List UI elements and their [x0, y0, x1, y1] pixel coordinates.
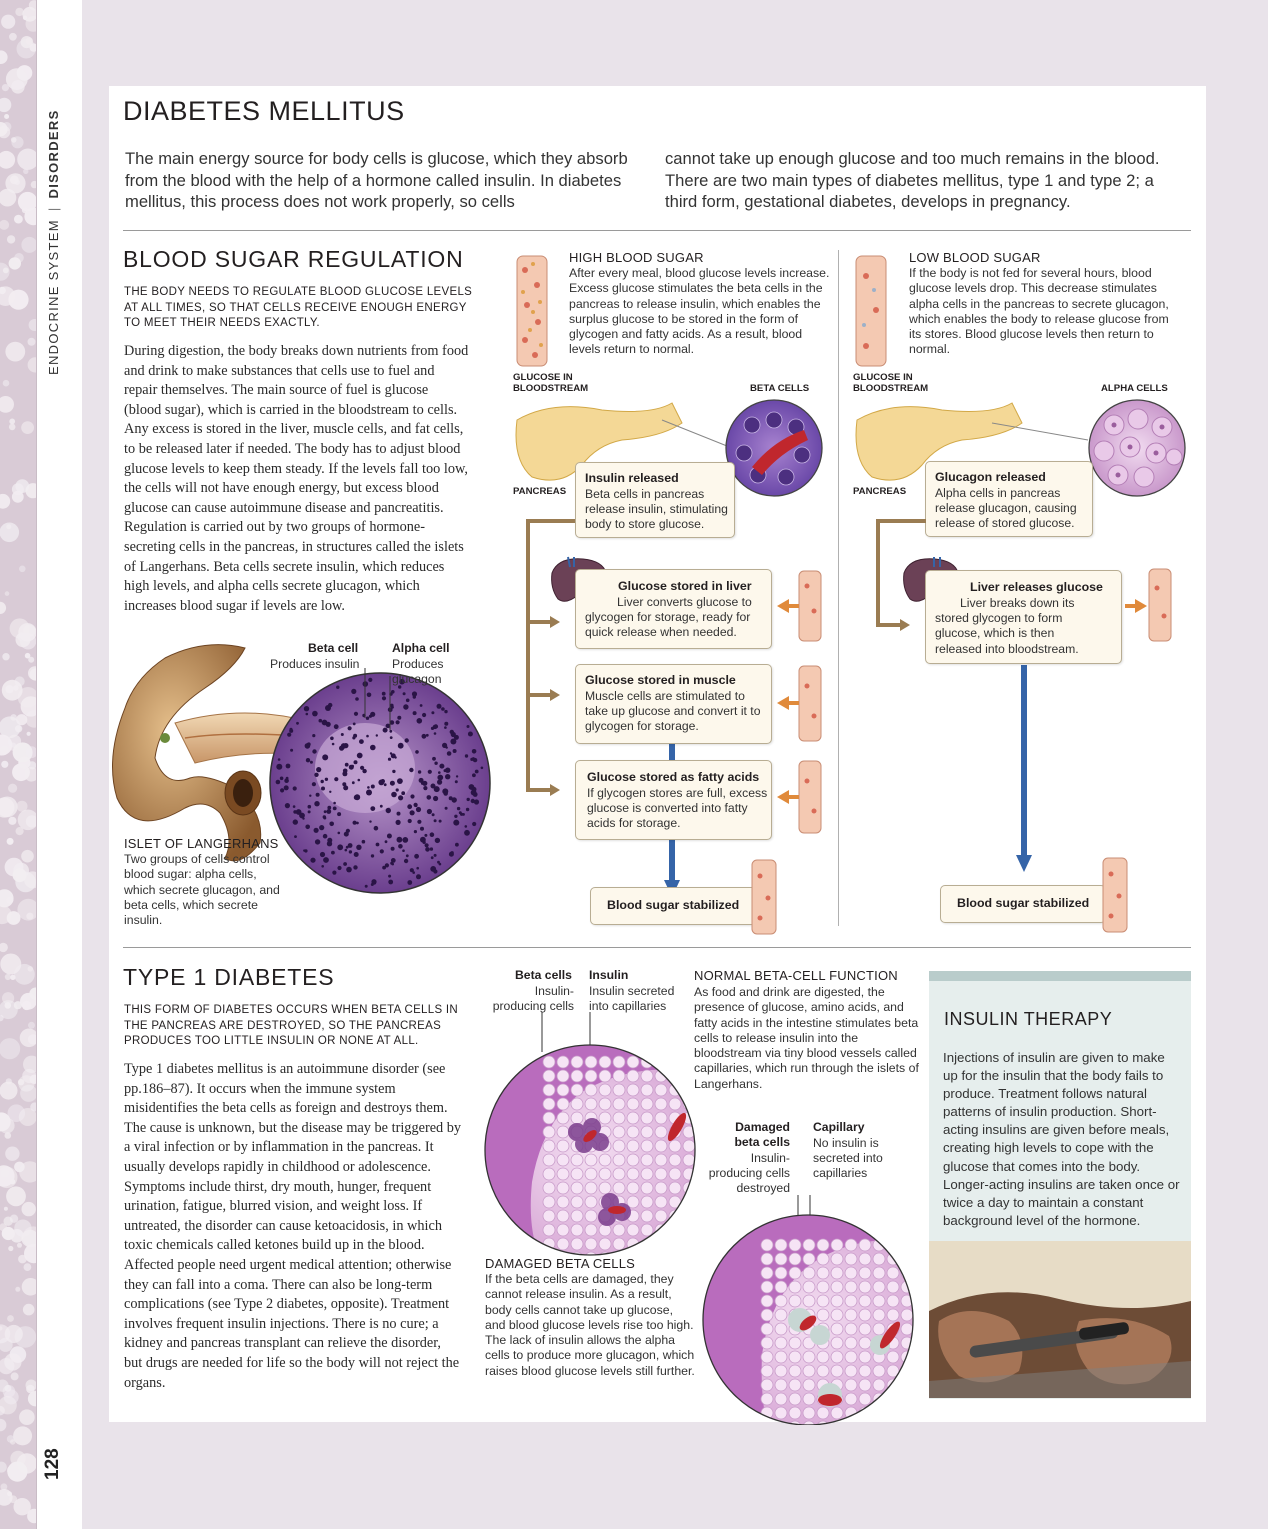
beta-cells-desc-t1: Insulin-producing cells — [492, 984, 574, 1013]
subsection-name: DISORDERS — [46, 109, 61, 199]
glucose-liver-title: Glucose stored in liver — [618, 579, 752, 593]
damaged-beta-desc: Insulin-producing cells destroyed — [708, 1151, 790, 1195]
glucose-muscle-body: Muscle cells are stimulated to take up glucose and convert it to glycogen for storage. — [585, 689, 761, 734]
section-name: ENDOCRINE SYSTEM — [46, 219, 61, 375]
type1-lead: THIS FORM OF DIABETES OCCURS WHEN BETA CELLS IN THE PANCREAS ARE DESTROYED, SO THE PANCREAS PRODUCES TOO LITTLE INSULIN OR NONE AT ALL. — [124, 1004, 459, 1047]
damaged-beta-label: Damaged beta cells — [734, 1120, 790, 1149]
capillary-label: Capillary — [813, 1120, 865, 1134]
stabilized-vessel-high — [748, 858, 780, 938]
insulin-label-t1: Insulin — [589, 968, 629, 982]
high-pancreas-label: PANCREAS — [513, 486, 567, 497]
damaged-cells-title: DAMAGED BETA CELLS — [485, 1256, 636, 1271]
normal-function-desc: As food and drink are digested, the presence of glucose, amino acids, and fatty acids in the intestine stimulates beta cells to release insulin into the bloodstream via tiny blood vessels called capillaries, which run through the islets of Langerhans. — [694, 985, 919, 1091]
divider — [123, 230, 1191, 231]
glucose-liver-body: Liver converts glucose to glycogen for storage, ready for quick release when needed. — [585, 595, 752, 640]
intro-column-2: cannot take up enough glucose and too much remains in the blood. There are two main types of diabetes mellitus, type 1 and type 2; a third form, gestational diabetes, develops in pregnancy. — [665, 149, 1160, 211]
beta-cells-label: BETA CELLS — [750, 383, 810, 394]
glucose-liver-box — [575, 569, 772, 649]
bubble-pattern — [0, 0, 36, 1529]
regulation-body: During digestion, the body breaks down nutrients from food and drink to make substances that cells use to fuel and repair themselves. The main source of fuel is glucose (blood sugar), which is carried in the bloodstream to cells. Any excess is stored in the liver, muscle cells, and fat cells, to be released later if needed. The body has to adjust blood glucose levels to keep them steady. If the levels fall too low, the cells will not have enough energy, but excess blood glucose can cause autoimmune disease and pancreatitis. Regulation is carried out by two groups of hormone-secreting cells in the pancreas, in structures called the islets of Langerhans. Beta cells secrete insulin, which reduces high levels, and alpha cells secrete glucagon, which increases blood sugar if levels are low. — [124, 343, 469, 614]
glucagon-released-title: Glucagon released — [935, 470, 1046, 484]
high-stabilized-box — [590, 887, 757, 925]
alpha-cell-label: Alpha cell — [392, 641, 450, 655]
normal-function-title: NORMAL BETA-CELL FUNCTION — [694, 968, 898, 983]
low-title: LOW BLOOD SUGAR — [909, 250, 1041, 265]
liver-releases-title: Liver releases glucose — [970, 580, 1103, 594]
page-number: 128 — [42, 1448, 63, 1480]
insulin-injection-photo — [929, 1241, 1191, 1398]
side-vessel-low — [1121, 566, 1181, 646]
high-title: HIGH BLOOD SUGAR — [569, 250, 704, 265]
low-glucose-label: GLUCOSE IN BLOODSTREAM — [853, 372, 929, 394]
glucose-fatty-body: If glycogen stores are full, excess glucose is converted into fatty acids for storage. — [587, 786, 768, 831]
beta-cell-label: Beta cell — [308, 641, 359, 655]
blood-vessel-high — [513, 250, 553, 372]
capillary-desc: No insulin is secreted into capillaries — [813, 1136, 883, 1180]
islet-desc: Two groups of cells control blood sugar: alpha cells, which secrete glucagon, and beta cells, which secrete insulin. — [124, 852, 280, 928]
normal-beta-cell-illustration — [482, 1012, 698, 1262]
damaged-cells-text: If the beta cells are damaged, they cannot release insulin. As a result, body cells cannot take up glucose, and blood glucose levels rise too high. The lack of insulin allows the alpha cells to produce more glucagon, which raises blood glucose levels still further. — [485, 1272, 695, 1378]
insulin-therapy-title: INSULIN THERAPY — [944, 1009, 1113, 1029]
low-stabilized-text: Blood sugar stabilized — [957, 896, 1090, 910]
regulation-title: BLOOD SUGAR REGULATION — [123, 246, 464, 272]
left-margin — [0, 0, 82, 1529]
blood-vessel-low — [852, 250, 892, 372]
stabilized-vessel-low — [1099, 856, 1131, 936]
islet-title: ISLET OF LANGERHANS — [124, 836, 279, 851]
section-label: ENDOCRINE SYSTEM|DISORDERS — [46, 109, 61, 375]
damaged-beta-cell-illustration — [700, 1195, 920, 1425]
liver-releases-body: Liver breaks down its stored glycogen to form glucose, which is then released into bloodstream. — [935, 596, 1079, 656]
high-glucose-label: GLUCOSE IN BLOODSTREAM — [513, 372, 589, 394]
type1-title: TYPE 1 DIABETES — [123, 964, 335, 990]
beta-cell-desc: Produces insulin — [270, 657, 360, 671]
insulin-desc-t1: Insulin secreted into capillaries — [589, 984, 675, 1013]
regulation-lead: THE BODY NEEDS TO REGULATE BLOOD GLUCOSE LEVELS AT ALL TIMES, SO THAT CELLS RECEIVE ENOUGH ENERGY TO MEET THEIR NEEDS EXACTLY. — [124, 286, 473, 329]
insulin-released-body: Beta cells in pancreas release insulin, stimulating body to store glucose. — [585, 487, 728, 532]
alpha-cells-label: ALPHA CELLS — [1101, 383, 1168, 394]
intro-column-1: The main energy source for body cells is glucose, which they absorb from the blood with the help of a hormone called insulin. In diabetes mellitus, this process does not work properly, so cells — [125, 149, 628, 211]
insulin-therapy-body: Injections of insulin are given to make up for the insulin that the body fails to produce. Treatment follows natural patterns of insulin production. Short-acting insulins are given before meals, creating high levels to cope with the glucose that comes into the body. Longer-acting insulins are taken once or twice a day to maintain a constant background level of the hormone. — [943, 1050, 1180, 1228]
insulin-released-title: Insulin released — [585, 471, 679, 485]
divider-2 — [123, 947, 1191, 948]
glucagon-released-body: Alpha cells in pancreas release glucagon, causing release of stored glucose. — [935, 486, 1077, 531]
high-stabilized-text: Blood sugar stabilized — [607, 898, 740, 912]
low-desc: If the body is not fed for several hours, blood glucose levels drop. This decrease stimulates alpha cells in the pancreas to secrete glucagon, which enables the body to release glucose from its stores. Blood glucose levels then return to normal. — [909, 266, 1169, 357]
page-title: DIABETES MELLITUS — [123, 96, 405, 126]
side-vessels-high — [773, 566, 833, 836]
low-pancreas-label: PANCREAS — [853, 486, 907, 497]
column-divider — [838, 250, 839, 926]
liver-releases-box — [925, 570, 1122, 664]
high-desc: After every meal, blood glucose levels increase. Excess glucose stimulates the beta cells in the pancreas to release insulin, which enables the surplus glucose to be stored in the form of glycogen and fatty acids. As a result, blood levels return to normal. — [569, 266, 830, 357]
beta-cells-label-t1: Beta cells — [515, 968, 572, 982]
glucose-fatty-title: Glucose stored as fatty acids — [587, 770, 760, 784]
type1-body: Type 1 diabetes mellitus is an autoimmune disorder (see pp.186–87). It occurs when the immune system misidentifies the beta cells as foreign and destroys them. The cause is unknown, but the disease may be triggered by a viral infection or by inflammation in the pancreas. It usually develops rapidly in childhood or adolescence. Symptoms include thirst, dry mouth, hunger, frequent urination, fatigue, blurred vision, and weight loss. If untreated, the disorder can cause ketoacidosis, in which toxic chemicals called ketones build up in the blood. Affected people need urgent medical attention; otherwise they can fall into a coma. There can also be long-term complications (see Type 2 diabetes, opposite). Treatment involves frequent insulin injections. There is no cure; a kidney and pancreas transplant can relieve the disorder, but drugs are needed for life so the body will not reject the organs. — [124, 1061, 462, 1391]
low-stabilized-box — [940, 885, 1106, 923]
glucose-muscle-box — [575, 664, 772, 744]
glucose-muscle-title: Glucose stored in muscle — [585, 673, 736, 687]
glucose-fatty-box — [575, 760, 772, 840]
alpha-cell-desc: Produces glucagon — [392, 657, 444, 686]
